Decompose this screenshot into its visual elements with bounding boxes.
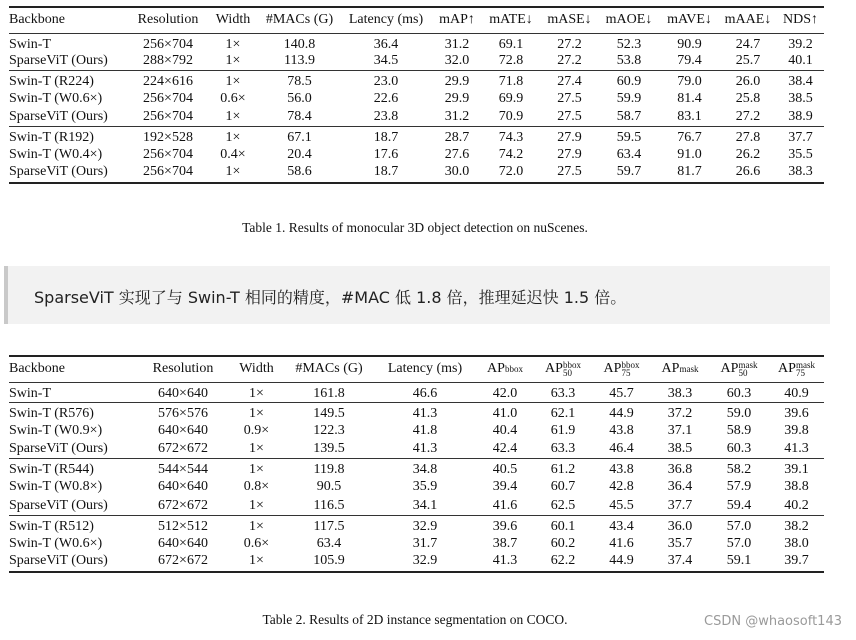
value-cell: 40.5 [476, 459, 534, 479]
value-cell: 34.1 [412, 497, 438, 513]
backbone-cell: SparseViT (Ours) [9, 53, 108, 69]
value-cell: 26.6 [719, 164, 777, 183]
value-cell: 36.4 [667, 479, 693, 495]
ap-label [778, 361, 815, 377]
value-cell: 35.9 [412, 479, 438, 495]
value-cell: 59.5 [598, 126, 660, 146]
value-cell: 256×704 [143, 91, 193, 106]
value-cell: 20.4 [287, 146, 312, 162]
value-cell: 22.6 [373, 91, 399, 106]
value-cell: 63.3 [550, 441, 576, 457]
value-cell: 74.2 [498, 146, 524, 162]
value-cell: 18.7 [339, 126, 433, 146]
backbone-cell: SparseViT (Ours) [9, 553, 137, 572]
value-cell: 38.5 [667, 441, 693, 457]
value-cell: 76.7 [660, 126, 719, 146]
column-header: NDS↑ [782, 12, 818, 28]
value-cell: 43.4 [592, 515, 651, 535]
value-cell: 37.1 [667, 422, 693, 438]
column-header: #MACs (G) [295, 361, 363, 377]
value-cell: 38.3 [777, 164, 824, 183]
ap-superscript: bbox [621, 360, 640, 371]
summary-banner [4, 266, 830, 324]
value-cell: 57.0 [709, 515, 769, 535]
value-cell: 1× [229, 459, 284, 479]
value-cell: 59.9 [616, 91, 642, 106]
value-cell: 44.9 [592, 402, 651, 422]
value-cell: 62.5 [550, 497, 576, 513]
column-header [709, 356, 769, 382]
value-cell: 24.7 [719, 33, 777, 53]
value-cell: 140.8 [260, 33, 339, 53]
value-cell: 58.6 [260, 164, 339, 183]
value-cell: 256×704 [143, 146, 193, 162]
backbone-cell: SparseViT (Ours) [9, 108, 108, 124]
value-cell: 39.2 [777, 33, 824, 53]
value-cell: 31.2 [444, 108, 470, 124]
table-1-caption: Table 1. Results of monocular 3D object detection on nuScenes. [242, 220, 588, 235]
ap-scripts [621, 361, 639, 377]
column-header: Resolution [152, 361, 214, 377]
value-cell: 38.0 [784, 536, 809, 552]
value-cell: 41.3 [374, 402, 476, 422]
value-cell: 113.9 [284, 53, 315, 69]
table-row [9, 535, 824, 554]
ap-superscript: bbox [562, 360, 581, 371]
table-row [9, 126, 824, 146]
value-cell: 79.4 [677, 53, 702, 69]
value-cell: 1× [225, 108, 241, 124]
value-cell: 72.8 [498, 53, 524, 69]
value-cell: 60.3 [709, 382, 769, 402]
value-cell: 672×672 [137, 553, 229, 572]
value-cell: 41.8 [412, 422, 438, 438]
table-row [9, 146, 824, 164]
value-cell: 256×704 [143, 108, 193, 124]
column-header [476, 356, 534, 382]
value-cell: 43.8 [592, 459, 651, 479]
value-cell: 60.1 [534, 515, 592, 535]
value-cell: 1× [249, 497, 264, 513]
value-cell: 53.8 [616, 53, 642, 69]
value-cell: 161.8 [284, 382, 374, 402]
value-cell: 72.0 [481, 164, 541, 183]
table-row [9, 553, 824, 572]
value-cell: 23.0 [339, 71, 433, 91]
ap-base: AP [778, 361, 796, 377]
value-cell: 122.3 [313, 422, 345, 438]
value-cell: 1× [229, 515, 284, 535]
value-cell: 58.2 [709, 459, 769, 479]
value-cell: 38.7 [492, 536, 518, 552]
value-cell: 40.1 [788, 53, 813, 69]
table-row [9, 497, 824, 516]
backbone-cell: Swin-T (R512) [9, 515, 137, 535]
value-cell: 83.1 [677, 108, 702, 124]
value-cell: 38.9 [788, 108, 813, 124]
value-cell: 34.5 [373, 53, 399, 69]
value-cell: 105.9 [284, 553, 374, 572]
value-cell: 28.7 [433, 126, 481, 146]
backbone-cell: SparseViT (Ours) [9, 441, 108, 457]
value-cell: 1× [206, 164, 260, 183]
value-cell: 41.3 [476, 553, 534, 572]
backbone-cell: Swin-T (R192) [9, 126, 130, 146]
value-cell: 41.0 [476, 402, 534, 422]
value-cell: 79.0 [660, 71, 719, 91]
ap-label [604, 361, 640, 377]
ap-subscript: 75 [795, 368, 805, 379]
column-header [769, 356, 824, 382]
value-cell: 26.0 [719, 71, 777, 91]
value-cell: 42.4 [492, 441, 518, 457]
value-cell: 60.7 [550, 479, 576, 495]
value-cell: 117.5 [284, 515, 374, 535]
value-cell: 512×512 [137, 515, 229, 535]
backbone-cell: Swin-T (R544) [9, 459, 137, 479]
value-cell: 39.7 [769, 553, 824, 572]
value-cell: 57.0 [726, 536, 752, 552]
value-cell: 32.9 [374, 553, 476, 572]
value-cell: 40.2 [784, 497, 809, 513]
table-row [9, 515, 824, 535]
backbone-cell: Swin-T (W0.4×) [9, 146, 103, 162]
value-cell: 38.4 [777, 71, 824, 91]
value-cell: 37.4 [651, 553, 709, 572]
column-header: mAP↑ [439, 12, 475, 28]
ap-superscript: mask [679, 364, 699, 375]
value-cell: 41.3 [412, 441, 438, 457]
csdn-watermark: CSDN @whaosoft143 [704, 614, 842, 629]
value-cell: 90.5 [316, 479, 342, 495]
value-cell: 71.8 [481, 71, 541, 91]
value-cell: 41.3 [784, 441, 809, 457]
value-cell: 45.5 [609, 497, 634, 513]
table-row [9, 164, 824, 183]
value-cell: 45.7 [592, 382, 651, 402]
value-cell: 34.8 [374, 459, 476, 479]
column-header: Backbone [9, 12, 65, 28]
value-cell: 39.6 [769, 402, 824, 422]
value-cell: 1× [249, 441, 264, 457]
value-cell: 27.2 [541, 33, 598, 53]
column-header [592, 356, 651, 382]
value-cell: 27.2 [735, 108, 761, 124]
value-cell: 52.3 [598, 33, 660, 53]
backbone-cell: Swin-T (W0.6×) [9, 91, 103, 106]
ap-label [721, 361, 758, 377]
value-cell: 58.7 [616, 108, 642, 124]
table-row [9, 459, 824, 479]
value-cell: 576×576 [137, 402, 229, 422]
value-cell: 39.6 [476, 515, 534, 535]
column-header: Latency (ms) [387, 361, 463, 377]
value-cell: 60.2 [550, 536, 576, 552]
ap-scripts [505, 365, 523, 373]
value-cell: 119.8 [284, 459, 374, 479]
value-cell: 59.1 [709, 553, 769, 572]
column-header [651, 356, 709, 382]
ap-scripts [738, 361, 757, 377]
value-cell: 27.9 [541, 126, 598, 146]
value-cell: 149.5 [284, 402, 374, 422]
table-row [9, 53, 824, 71]
value-cell: 42.8 [609, 479, 634, 495]
value-cell: 63.3 [534, 382, 592, 402]
column-header [534, 356, 592, 382]
value-cell: 36.4 [339, 33, 433, 53]
ap-base: AP [487, 361, 505, 377]
column-header: mAOE↓ [605, 12, 653, 28]
ap-subscript: 75 [621, 368, 631, 379]
ap-subscript: 50 [562, 368, 572, 379]
column-header: Resolution [137, 12, 199, 28]
ap-base: AP [545, 361, 563, 377]
value-cell: 57.9 [726, 479, 752, 495]
table-2 [9, 355, 824, 573]
value-cell: 42.0 [476, 382, 534, 402]
value-cell: 1× [229, 553, 284, 572]
ap-superscript: mask [738, 360, 758, 371]
value-cell: 27.8 [719, 126, 777, 146]
value-cell: 288×792 [143, 53, 193, 69]
value-cell: 40.4 [492, 422, 518, 438]
value-cell: 1× [225, 53, 241, 69]
value-cell: 43.8 [609, 422, 634, 438]
value-cell: 35.7 [667, 536, 693, 552]
column-header: Latency (ms) [348, 12, 424, 28]
backbone-cell: Swin-T (W0.9×) [9, 422, 103, 438]
value-cell: 26.2 [735, 146, 761, 162]
ap-base: AP [661, 361, 680, 377]
value-cell: 91.0 [677, 146, 702, 162]
value-cell: 63.4 [316, 536, 342, 552]
ap-base: AP [603, 361, 622, 377]
value-cell: 59.4 [726, 497, 752, 513]
backbone-cell: SparseViT (Ours) [9, 497, 108, 513]
value-cell: 31.2 [433, 33, 481, 53]
value-cell: 38.5 [788, 91, 813, 106]
value-cell: 39.1 [769, 459, 824, 479]
ap-label [662, 362, 699, 376]
column-header: mAVE↓ [667, 12, 712, 28]
value-cell: 640×640 [158, 479, 208, 495]
value-cell: 63.4 [616, 146, 642, 162]
value-cell: 29.9 [444, 91, 470, 106]
value-cell: 32.0 [444, 53, 470, 69]
value-cell: 0.6× [220, 91, 246, 106]
value-cell: 38.2 [769, 515, 824, 535]
ap-label [545, 361, 581, 377]
backbone-cell: Swin-T [9, 33, 130, 53]
value-cell: 0.8× [243, 479, 270, 495]
value-cell: 59.0 [709, 402, 769, 422]
column-header: Width [215, 12, 251, 28]
value-cell: 672×672 [158, 497, 208, 513]
backbone-cell: Swin-T [9, 382, 137, 402]
column-header: mATE↓ [489, 12, 533, 28]
ap-scripts [563, 361, 581, 377]
summary-banner-text: SparseViT 实现了与 Swin-T 相同的精度，#MAC 低 1.8 倍，推理延迟快 1.5 倍。 [34, 288, 627, 307]
value-cell: 62.2 [534, 553, 592, 572]
value-cell: 74.3 [481, 126, 541, 146]
value-cell: 192×528 [130, 126, 206, 146]
value-cell: 18.7 [339, 164, 433, 183]
table-row [9, 71, 824, 91]
backbone-cell: Swin-T (R224) [9, 71, 130, 91]
table-row [9, 402, 824, 422]
table-row [9, 33, 824, 53]
value-cell: 78.4 [287, 108, 312, 124]
value-cell: 672×672 [158, 441, 208, 457]
value-cell: 27.9 [557, 146, 582, 162]
table-row [9, 90, 824, 108]
ap-scripts [796, 361, 815, 377]
value-cell: 27.5 [557, 91, 582, 106]
column-header: Backbone [9, 361, 65, 377]
value-cell: 17.6 [373, 146, 399, 162]
value-cell: 46.4 [609, 441, 634, 457]
value-cell: 35.5 [788, 146, 813, 162]
value-cell: 23.8 [373, 108, 399, 124]
value-cell: 36.8 [651, 459, 709, 479]
value-cell: 0.6× [243, 536, 270, 552]
table-row [9, 108, 824, 126]
column-header: Width [239, 361, 274, 377]
value-cell: 39.8 [784, 422, 809, 438]
value-cell: 61.9 [550, 422, 576, 438]
value-cell: 46.6 [374, 382, 476, 402]
value-cell: 256×704 [130, 33, 206, 53]
value-cell: 32.9 [374, 515, 476, 535]
value-cell: 58.9 [726, 422, 752, 438]
value-cell: 40.9 [769, 382, 824, 402]
ap-scripts [679, 365, 698, 373]
table-1 [9, 6, 824, 184]
table-row [9, 422, 824, 441]
backbone-cell: SparseViT (Ours) [9, 164, 130, 183]
column-header: mASE↓ [547, 12, 592, 28]
value-cell: 38.8 [784, 479, 809, 495]
value-cell: 27.2 [557, 53, 582, 69]
value-cell: 69.9 [498, 91, 524, 106]
value-cell: 139.5 [313, 441, 345, 457]
value-cell: 640×640 [158, 422, 208, 438]
value-cell: 544×544 [137, 459, 229, 479]
value-cell: 67.1 [260, 126, 339, 146]
value-cell: 44.9 [592, 553, 651, 572]
value-cell: 1× [206, 126, 260, 146]
value-cell: 69.1 [481, 33, 541, 53]
value-cell: 36.0 [651, 515, 709, 535]
backbone-cell: Swin-T (W0.6×) [9, 536, 103, 552]
value-cell: 0.4× [220, 146, 246, 162]
value-cell: 256×704 [130, 164, 206, 183]
value-cell: 27.6 [444, 146, 470, 162]
ap-superscript: mask [795, 360, 815, 371]
value-cell: 1× [206, 71, 260, 91]
value-cell: 25.7 [735, 53, 761, 69]
ap-label [487, 362, 523, 376]
value-cell: 81.7 [660, 164, 719, 183]
table-row [9, 440, 824, 459]
value-cell: 27.5 [541, 164, 598, 183]
table-2-caption: Table 2. Results of 2D instance segmentation on COCO. [262, 612, 568, 627]
value-cell: 41.6 [492, 497, 518, 513]
value-cell: 38.3 [651, 382, 709, 402]
value-cell: 60.3 [726, 441, 752, 457]
value-cell: 56.0 [287, 91, 312, 106]
value-cell: 640×640 [158, 536, 208, 552]
value-cell: 224×616 [130, 71, 206, 91]
ap-superscript: bbox [504, 364, 523, 375]
value-cell: 0.9× [243, 422, 270, 438]
column-header: mAAE↓ [724, 12, 772, 28]
value-cell: 27.5 [557, 108, 582, 124]
table-row [9, 478, 824, 497]
value-cell: 61.2 [534, 459, 592, 479]
value-cell: 116.5 [313, 497, 345, 513]
value-cell: 37.2 [651, 402, 709, 422]
value-cell: 41.6 [609, 536, 634, 552]
value-cell: 31.7 [412, 536, 438, 552]
value-cell: 27.4 [541, 71, 598, 91]
value-cell: 78.5 [260, 71, 339, 91]
value-cell: 1× [206, 33, 260, 53]
value-cell: 640×640 [137, 382, 229, 402]
column-header: #MACs (G) [265, 12, 334, 28]
value-cell: 81.4 [677, 91, 702, 106]
value-cell: 70.9 [498, 108, 524, 124]
value-cell: 37.7 [777, 126, 824, 146]
backbone-cell: Swin-T (R576) [9, 402, 137, 422]
table-row [9, 382, 824, 402]
value-cell: 59.7 [598, 164, 660, 183]
ap-subscript: 50 [738, 368, 748, 379]
value-cell: 1× [229, 382, 284, 402]
ap-base: AP [720, 361, 739, 377]
value-cell: 39.4 [492, 479, 518, 495]
value-cell: 30.0 [433, 164, 481, 183]
value-cell: 1× [229, 402, 284, 422]
value-cell: 37.7 [667, 497, 693, 513]
value-cell: 25.8 [735, 91, 761, 106]
value-cell: 60.9 [598, 71, 660, 91]
value-cell: 62.1 [534, 402, 592, 422]
value-cell: 90.9 [660, 33, 719, 53]
backbone-cell: Swin-T (W0.8×) [9, 479, 103, 495]
value-cell: 29.9 [433, 71, 481, 91]
